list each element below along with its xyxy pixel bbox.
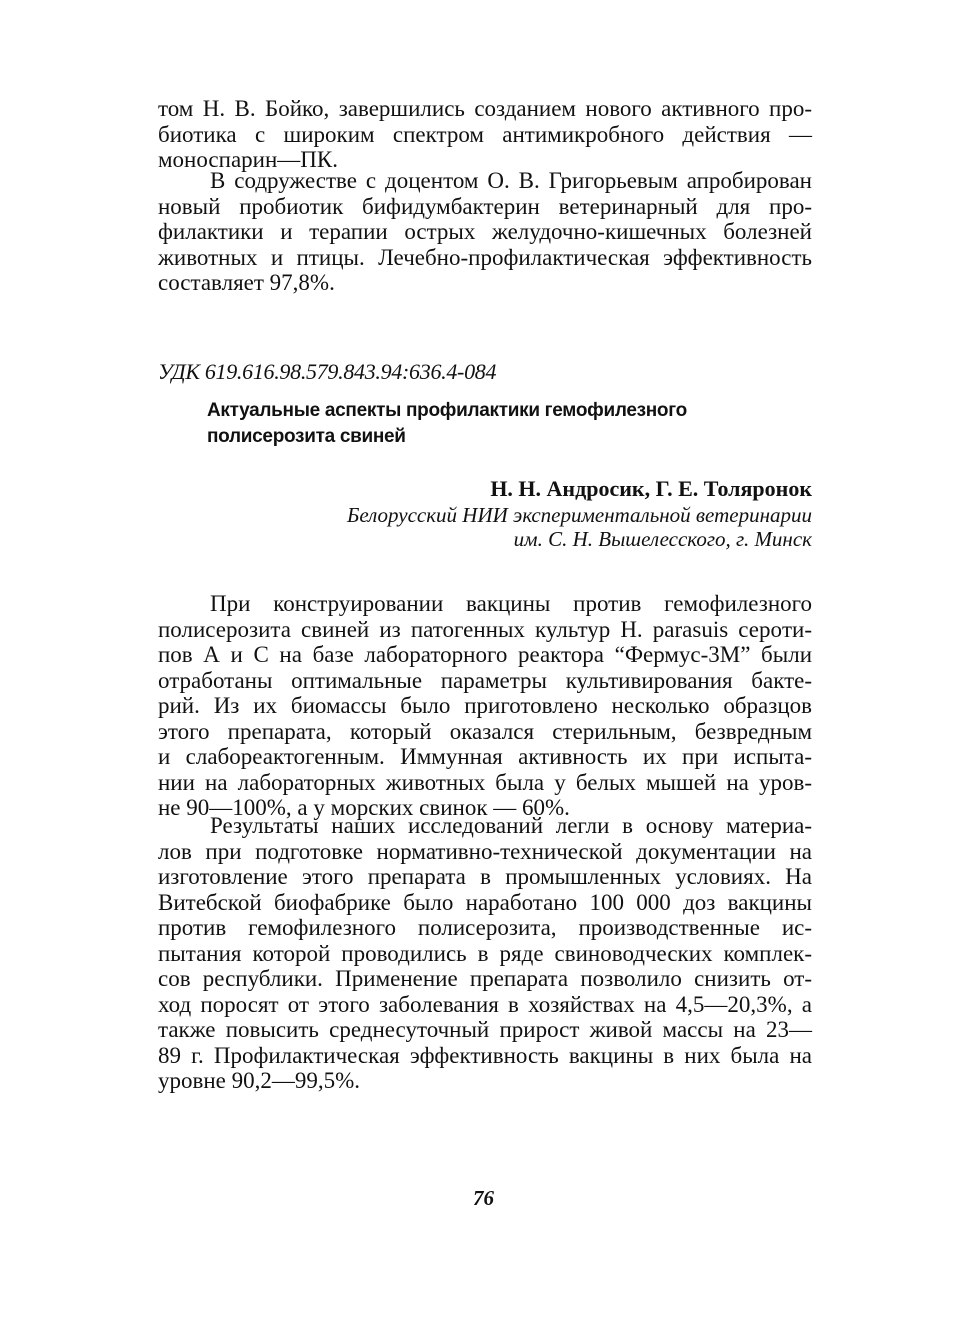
affiliation-line: им. С. Н. Вышелесского, г. Минск [513,527,812,551]
text-line: Витебской биофабрике было наработано 100 000 доз вакцины [158,889,812,915]
udk-code: УДК 619.616.98.579.843.94:636.4-084 [158,359,497,384]
text-line: и слабореактогенным. Иммунная активность их при испыта- [158,744,812,769]
text-line: составляет 97,8%. [158,270,335,295]
text-line: полисерозита свиней из патогенных культур H. parasuis серoти- [158,616,812,642]
text-line: филактики и терапии острых желудочно-кишечных болезней [158,219,812,244]
affiliation-line: Белорусский НИИ экспериментальной ветеринарии [346,503,812,527]
text-line: пов А и С на базе лабораторного реактора “Фермус-3М” были [158,642,812,667]
text-line: против гемофилезного полисерозита, производственные ис- [158,915,812,940]
text-line: этого препарата, который оказался стерильным, безвредным [158,718,812,744]
text-line: Результаты наших исследований легли в основу материа- [210,813,812,838]
paragraph-vaccine-construction [158,591,812,821]
title-line: полисерозита свиней [207,426,406,447]
text-line: уровне 90,2—99,5%. [158,1068,361,1093]
paragraph-results [158,813,812,1094]
text-line: нии на лабораторных животных была у белых мышей на уров- [158,769,812,795]
text-line: новый пробиотик бифидумбактерин ветеринарный для про- [158,193,812,219]
text-line: животных и птицы. Лечебно-профилактическая эффективность [158,244,812,270]
text-line: пытания которой проводились в ряде свиноводческих комплек- [158,940,812,966]
text-line: ход поросят от этого заболевания в хозяйствах на 4,5—20,3%, а [158,991,812,1017]
article-title [207,398,827,450]
text-line: В содружестве с доцентом О. В. Григорьевым апробирован [210,168,812,193]
affiliation [347,503,812,551]
text-line: не 90—100%, а у морских свинок — 60%. [158,795,570,820]
authors: Н. Н. Андросик, Г. Е. Толяронок [490,476,812,501]
text-line: 89 г. Профилактическая эффективность вакцины в них была на [158,1042,812,1068]
text-line: рий. Из их биомассы было приготовлено несколько образцов [158,693,812,718]
text-line: биотика с широким спектром антимикробного действия — [158,121,812,147]
text-line: также повысить среднесуточный прирост живой массы на 23— [158,1017,812,1042]
paragraph-continuation [158,96,812,173]
text-line: отработаны оптимальные параметры культивирования бакте- [158,667,812,693]
page-number: 76 [473,1186,494,1210]
text-line: моноспарин—ПК. [158,147,338,172]
text-line: том Н. В. Бойко, завершились созданием нового активного про- [158,96,812,121]
text-line: сов республики. Применение препарата позволило снизить от- [158,966,812,991]
paragraph-bifidumbacterin [158,168,812,296]
text-line: лов при подготовке нормативно-технической документации на [158,838,812,864]
title-line: Актуальные аспекты профилактики гемофилезного [207,400,687,421]
text-line: При конструировании вакцины против гемофилезного [210,591,812,616]
text-line: изготовление этого препарата в промышленных условиях. На [158,864,812,889]
